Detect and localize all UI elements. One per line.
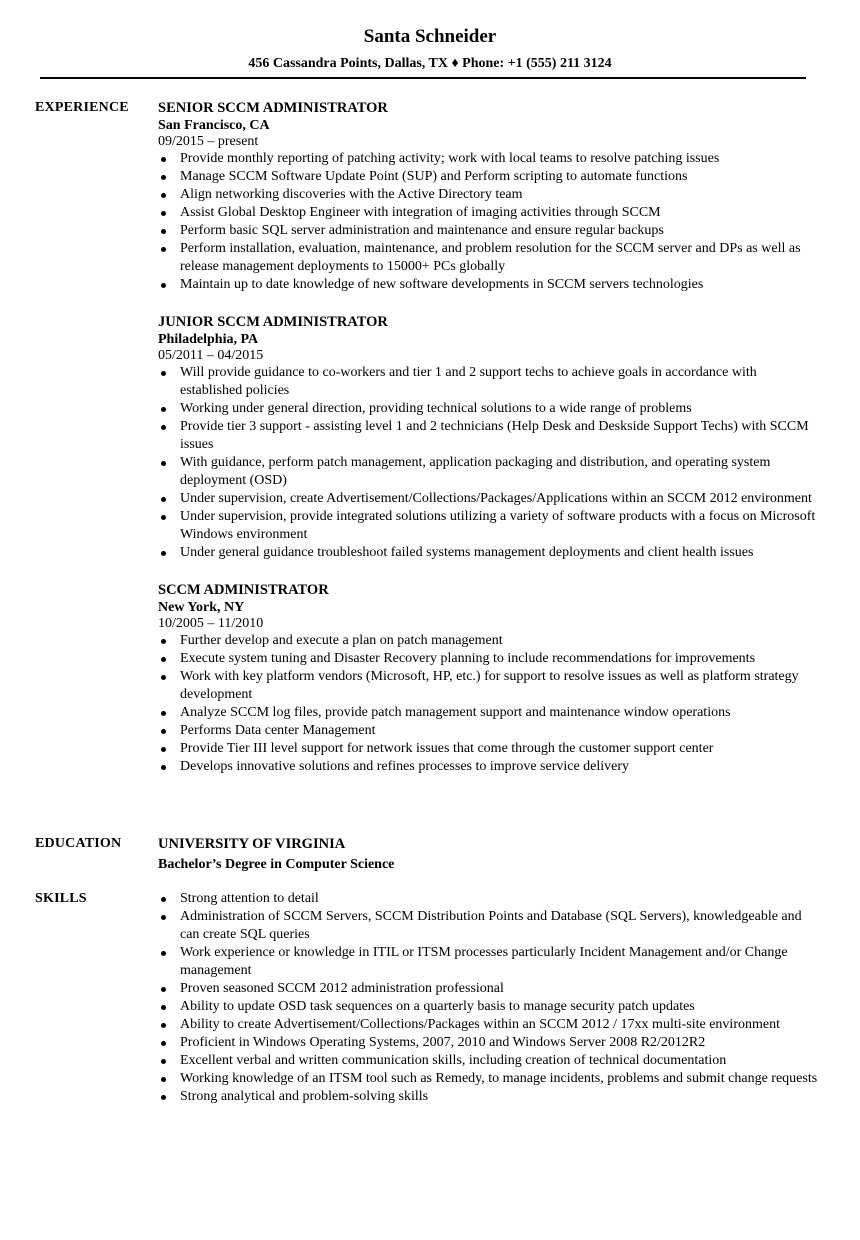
resume-header	[0, 25, 860, 73]
skill-item: Ability to update OSD task sequences on a quarterly basis to manage security patch updates	[158, 998, 818, 1016]
bullet-item: Further develop and execute a plan on patch management	[158, 632, 818, 650]
skill-item: Proven seasoned SCCM 2012 administration professional	[158, 980, 818, 998]
skill-item: Strong attention to detail	[158, 890, 818, 908]
bullet-item: Will provide guidance to co-workers and tier 1 and 2 support techs to achieve goals in accordance with established policies	[158, 364, 818, 400]
skill-item: Administration of SCCM Servers, SCCM Distribution Points and Database (SQL Servers), knowledgeable and can create SQL queries	[158, 908, 818, 944]
skill-item: Proficient in Windows Operating Systems, 2007, 2010 and Windows Server 2008 R2/2012R2	[158, 1034, 818, 1052]
bullet-item: Analyze SCCM log files, provide patch management support and maintenance window operations	[158, 704, 818, 722]
job-title: JUNIOR SCCM ADMINISTRATOR	[158, 314, 388, 330]
bullet-item: Maintain up to date knowledge of new software developments in SCCM servers technologies	[158, 276, 818, 294]
bullet-item: Provide monthly reporting of patching activity; work with local teams to resolve patching issues	[158, 150, 818, 168]
skill-item: Ability to create Advertisement/Collections/Packages within an SCCM 2012 / 17xx multi-site environment	[158, 1016, 818, 1034]
skill-item: Excellent verbal and written communication skills, including creation of technical documentation	[158, 1052, 818, 1070]
education-body	[158, 835, 818, 877]
header-divider	[40, 77, 806, 79]
job-entry	[158, 313, 818, 562]
skill-item: Strong analytical and problem-solving skills	[158, 1088, 818, 1106]
job-duties	[158, 632, 818, 776]
job-title: SENIOR SCCM ADMINISTRATOR	[158, 100, 388, 116]
bullet-item: Work with key platform vendors (Microsoft, HP, etc.) for support to resolve issues as well as platform strategy development	[158, 668, 818, 704]
bullet-item: Under general guidance troubleshoot failed systems management deployments and client health issues	[158, 544, 818, 562]
skills-body	[158, 890, 818, 1106]
experience-list	[158, 99, 818, 795]
school-name: UNIVERSITY OF VIRGINIA	[158, 836, 346, 852]
job-location: New York, NY	[158, 600, 245, 615]
section-label-skills: SKILLS	[35, 891, 87, 906]
job-entry	[158, 581, 818, 776]
bullet-item: Performs Data center Management	[158, 722, 818, 740]
bullet-item: Develops innovative solutions and refines processes to improve service delivery	[158, 758, 818, 776]
bullet-item: Align networking discoveries with the Active Directory team	[158, 186, 818, 204]
bullet-item: With guidance, perform patch management, application packaging and distribution, and operating system deployment (OSD)	[158, 454, 818, 490]
job-dates: 10/2005 – 11/2010	[158, 616, 264, 631]
bullet-item: Manage SCCM Software Update Point (SUP) and Perform scripting to automate functions	[158, 168, 818, 186]
section-label-experience: EXPERIENCE	[35, 100, 129, 115]
skill-item: Work experience or knowledge in ITIL or ITSM processes particularly Incident Management and/or Change management	[158, 944, 818, 980]
bullet-item: Under supervision, create Advertisement/Collections/Packages/Applications within an SCCM 2012 environment	[158, 490, 818, 508]
bullet-item: Provide Tier III level support for network issues that come through the customer support center	[158, 740, 818, 758]
bullet-item: Provide tier 3 support - assisting level 1 and 2 technicians (Help Desk and Deskside Support Techs) with SCCM issues	[158, 418, 818, 454]
bullet-item: Execute system tuning and Disaster Recovery planning to include recommendations for improvements	[158, 650, 818, 668]
bullet-item: Working under general direction, providing technical solutions to a wide range of problems	[158, 400, 818, 418]
bullet-item: Under supervision, provide integrated solutions utilizing a variety of software products with a focus on Microsoft Windows environment	[158, 508, 818, 544]
bullet-item: Perform basic SQL server administration and maintenance and ensure regular backups	[158, 222, 818, 240]
degree-name: Bachelor’s Degree in Computer Science	[158, 857, 395, 872]
job-duties	[158, 364, 818, 562]
bullet-item: Perform installation, evaluation, maintenance, and problem resolution for the SCCM server and DPs as well as release management deployments to 15000+ PCs globally	[158, 240, 818, 276]
job-location: Philadelphia, PA	[158, 332, 259, 347]
job-title: SCCM ADMINISTRATOR	[158, 582, 329, 598]
job-entry	[158, 99, 818, 294]
skills-list	[158, 890, 818, 1106]
skill-item: Working knowledge of an ITSM tool such as Remedy, to manage incidents, problems and submit change requests	[158, 1070, 818, 1088]
job-dates: 05/2011 – 04/2015	[158, 348, 264, 363]
job-duties	[158, 150, 818, 294]
candidate-name: Santa Schneider	[363, 26, 497, 47]
section-label-education: EDUCATION	[35, 836, 122, 851]
job-location: San Francisco, CA	[158, 118, 270, 133]
bullet-item: Assist Global Desktop Engineer with integration of imaging activities through SCCM	[158, 204, 818, 222]
job-dates: 09/2015 – present	[158, 134, 259, 149]
contact-line: 456 Cassandra Points, Dallas, TX ♦ Phone: +1 (555) 211 3124	[248, 56, 612, 71]
